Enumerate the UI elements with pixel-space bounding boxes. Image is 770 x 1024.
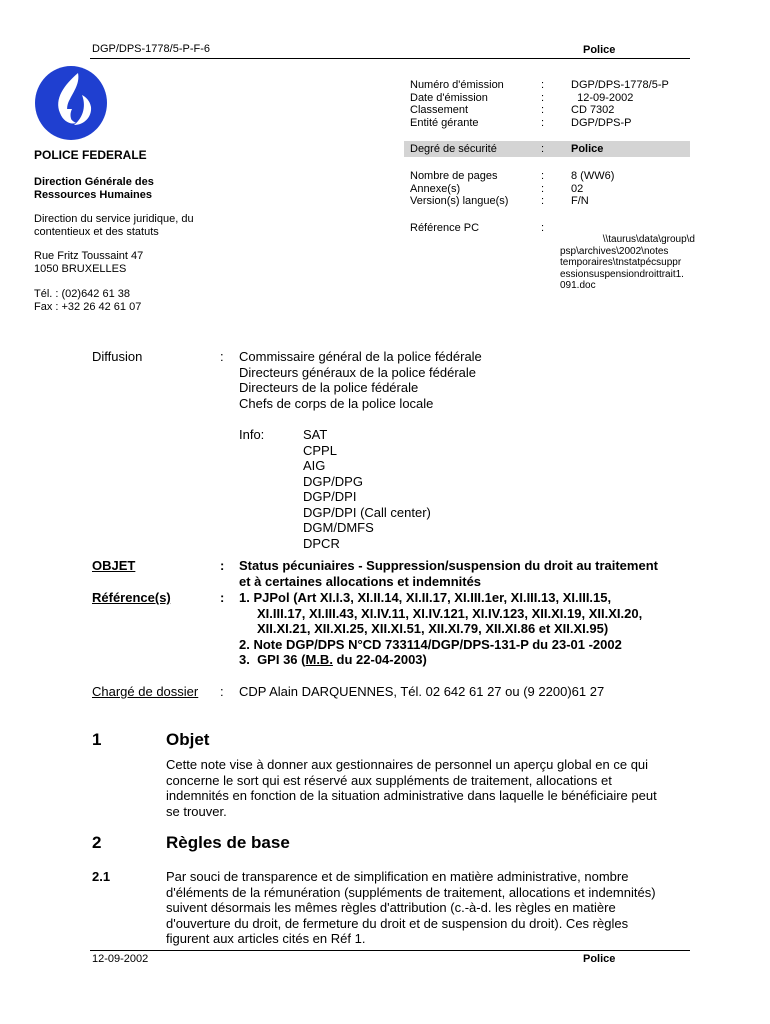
section-2-number: 2 [92,833,102,852]
reference-item-1-line: XI.III.17, XI.III.43, XI.IV.11, XI.IV.121, XI.IV.123, XII.XI.19, XII.XI.20, [257,605,643,621]
section-1-line: se trouver. [166,803,227,819]
info-item: DGP/DPI (Call center) [303,504,431,520]
diffusion-line: Commissaire général de la police fédérale [239,349,482,364]
section-1-number: 1 [92,730,102,749]
meta-value: 8 (WW6) [571,170,615,182]
objet-line: et à certaines allocations et indemnités [239,573,482,589]
ref-pc-line: 091.doc [560,280,596,291]
meta-colon: : [541,79,545,91]
objet-colon: : [220,558,225,573]
footer-classification: Police [583,953,616,965]
charge-value: CDP Alain DARQUENNES, Tél. 02 642 61 27 ou (9 2200)61 27 [239,684,605,699]
info-item: SAT [303,427,328,442]
info-item: DGM/DMFS [303,520,374,535]
section-2-1-line: d'éléments de la rémunération (suppléments de traitement, allocations et indemnités) [166,884,656,900]
police-flame-logo-icon [34,65,108,141]
meta-colon: : [541,143,545,155]
references-list [239,590,642,668]
header-classification: Police [583,44,616,56]
section-1-line: concerne le sort qui est réservé aux suppléments de traitement, allocations et [166,772,612,788]
meta-colon: : [541,91,545,104]
section-2-1-line: d'ouverture du droit, de fermeture du droit et de suspension du droit). Ces règles [166,915,629,931]
info-item: DGP/DPG [303,473,363,489]
org-address-line1: Rue Fritz Toussaint 47 [34,250,144,262]
meta-label: Version(s) langue(s) [410,195,509,207]
meta-label: Classement [410,104,469,116]
meta-value: CD 7302 [571,104,615,116]
info-item: DGP/DPI [303,489,357,504]
ref-pc-line: psp\archives\2002\notes [560,245,669,257]
info-list [303,427,431,551]
objet-line: Status pécuniaires - Suppression/suspension du droit au traitement [239,558,658,573]
section-1-body [166,757,657,819]
diffusion-line: Directeurs de la police fédérale [239,380,419,395]
meta-security [410,143,690,157]
footer-rule [90,950,690,951]
reference-item-3 [239,652,642,668]
section-2-title: Règles de base [166,833,290,852]
meta-colon: : [541,222,545,234]
diffusion-colon: : [220,349,224,364]
meta-label: Référence PC [410,222,480,234]
reference-item-1-line: XII.XI.21, XII.XI.25, XII.XI.51, XII.XI.79, XII.XI.86 et XII.XI.95) [257,621,609,636]
org-address [34,250,143,275]
section-2-1-line: suivent désormais les mêmes règles d'attribution (c.-à-d. les règles en matière [166,900,616,915]
diffusion-list [239,349,482,411]
diffusion-line: Chefs de corps de la police locale [239,395,434,411]
org-tel: Tél. : (02)642 61 38 [34,288,131,300]
reference-item-3-prefix: 3. GPI 36 ( [239,652,306,667]
ref-pc-line: \\taurus\data\group\d [602,234,695,245]
org-service-line1: Direction du service juridique, du [34,213,194,225]
ref-pc-line: temporaires\tnstatpécsuppr [560,257,682,268]
objet-label: OBJET [92,558,136,573]
meta-colon: : [541,195,545,207]
section-2-1-body [166,869,656,947]
meta-label: Entité gérante [410,116,479,129]
ref-pc-line: essionsuspensiondroittrait1. [560,268,684,280]
org-directorate [34,176,154,201]
meta-label: Numéro d'émission [410,79,504,91]
org-contacts [34,288,141,313]
meta-colon: : [541,170,545,182]
meta-value: 02 [571,182,584,195]
meta-value: DGP/DPS-P [571,116,632,129]
reference-item-3-suffix: du 22-04-2003) [332,652,427,667]
reference-item-1-line: 1. PJPol (Art XI.I.3, XI.II.14, XI.II.17, XI.III.1er, XI.III.13, XI.III.15, [239,590,612,605]
section-2-1-number: 2.1 [92,869,111,884]
meta-colon: : [541,182,545,195]
meta-colon: : [541,104,545,116]
info-item: DPCR [303,535,340,551]
section-2-1-line: Par souci de transparence et de simplification en matière administrative, nombre [166,869,629,884]
meta-label: Annexe(s) [410,182,461,195]
info-item: AIG [303,458,326,473]
info-item: CPPL [303,442,337,458]
meta-value: 12-09-2002 [571,91,634,104]
org-name: POLICE FEDERALE [34,148,147,162]
meta-block-1 [410,79,690,139]
section-2-1-line: figurent aux articles cités en Réf 1. [166,931,366,946]
section-1-line: Cette note vise à donner aux gestionnaires de personnel un aperçu global en ce qui [166,757,649,772]
header-rule [90,58,690,59]
diffusion-label: Diffusion [92,349,143,364]
org-fax: Fax : +32 26 42 61 07 [34,300,142,313]
section-1-title: Objet [166,730,210,749]
org-service-line2: contentieux et des statuts [34,225,159,238]
reference-item-3-mb: M.B. [305,652,333,667]
charge-colon: : [220,684,224,699]
section-1-line: indemnités en fonction de la situation administrative dans laquelle le bénéficiaire peut [166,788,657,803]
header-doc-ref: DGP/DPS-1778/5-P-F-6 [92,43,210,55]
meta-ref-pc [410,222,700,292]
reference-item-2: 2. Note DGP/DPS N°CD 733114/DGP/DPS-131-P du 23-01 -2002 [239,636,622,652]
references-colon: : [220,590,225,605]
security-value: Police [571,143,604,155]
meta-colon: : [541,116,545,129]
org-service [34,213,194,238]
meta-value: DGP/DPS-1778/5-P [571,79,669,91]
references-label: Référence(s) [92,590,171,605]
diffusion-line: Directeurs généraux de la police fédérale [239,364,477,380]
info-label: Info: [239,427,265,442]
org-directorate-line1: Direction Générale des [34,176,154,188]
meta-label: Date d'émission [410,91,488,104]
meta-label: Nombre de pages [410,170,498,182]
meta-value: F/N [571,195,589,207]
charge-label: Chargé de dossier [92,684,199,699]
org-directorate-line2: Ressources Humaines [34,188,152,201]
objet-text [239,558,658,589]
org-address-line2: 1050 BRUXELLES [34,262,127,275]
footer-date: 12-09-2002 [92,953,149,965]
meta-label: Degré de sécurité [410,143,497,155]
meta-block-2 [410,170,690,210]
ref-pc-path [560,234,700,292]
